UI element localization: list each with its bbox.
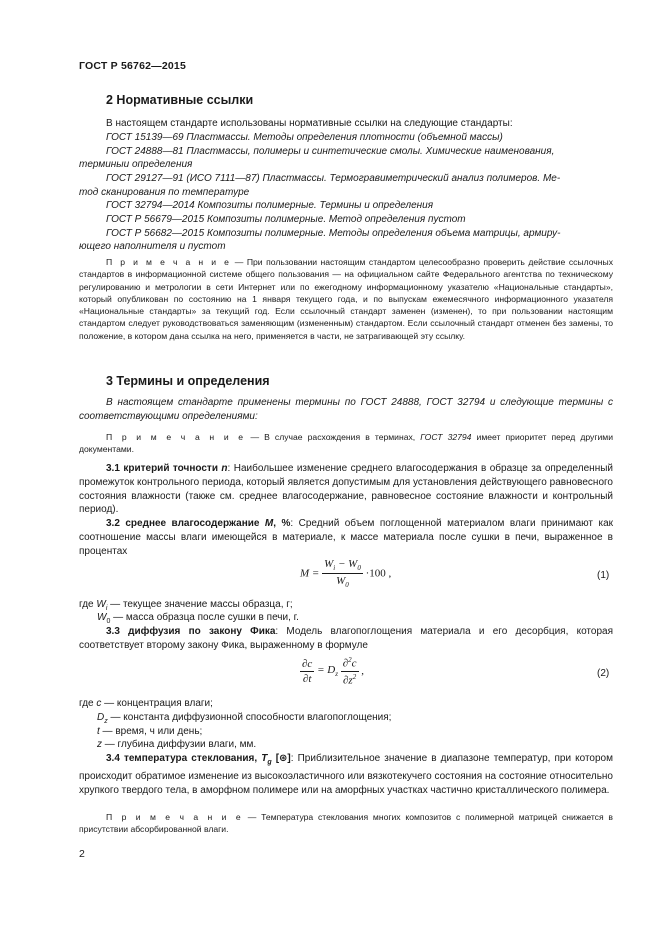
term-3-4	[79, 752, 613, 797]
equation-1-fraction: $\frac{W_i - W_0}{W_0}$	[324, 558, 361, 590]
standard-code: ГОСТ Р 56762—2015	[79, 60, 187, 72]
where-2-z-text: — глубина диффузии влаги, мм.	[102, 739, 257, 750]
term-3-4-symbol: T	[261, 753, 268, 764]
term-3-3-definition: : Модель влагопоглощения материала и его десорбция, которая соответствует второму закону Фика, выраженному в формуле	[79, 626, 613, 651]
where-2-c	[79, 697, 613, 711]
where-2-c-sym: c	[96, 698, 102, 709]
note-label: П р и м е ч а н и е	[106, 257, 232, 267]
where-2-dz-text: — константа диффузионной способности влагопоглощения;	[107, 712, 392, 723]
term-3-4-definition: : Приблизительное значение в диапазоне температур, при котором происходит обратимое изменение из высокоэластичного или вязкотекучего состояния на состояние относительно хрупкого твердого тела, в аморфном полимере или на аморфных участках частично кристаллического полимера.	[79, 753, 613, 796]
ref-gost-15139: ГОСТ 15139—69 Пластмассы. Методы определения плотности (объемной массы)	[106, 132, 503, 143]
term-3-3-title: 3.3 диффузия по закону Фика	[106, 626, 276, 637]
section-2-title: 2 Нормативные ссылки	[106, 93, 254, 107]
term-3-1-definition: : Наибольшее изменение среднего влагосодержания в образце за определенный промежуток контрольного периода, который является допустимым для установления действующего равновесного состояния влажности (также см. среднее влагосодержание, равновесное состояние влажности и контрольный период).	[79, 463, 613, 516]
where-2-z	[97, 738, 631, 752]
note-ref: ГОСТ 32794	[420, 432, 472, 442]
page-number: 2	[79, 848, 85, 860]
section-3-title: 3 Термины и определения	[106, 374, 270, 388]
section-3-intro	[79, 396, 613, 424]
equation-1-number: (1)	[597, 570, 610, 581]
term-3-2-unit: , %	[273, 518, 291, 529]
term-3-2-title: 3.2 среднее влагосодержание	[106, 518, 265, 529]
note-text: — Температура стеклования многих композитов с полимерной матрицей снижается в присутствии абсорбированной влаги.	[79, 812, 613, 835]
where-1-b-sym: W	[97, 612, 107, 623]
ref-gost-24888: ГОСТ 24888—81 Пластмассы, полимеры и синтетические смолы. Химические наименования,	[106, 146, 555, 157]
section-2-intro: В настоящем стандарте использованы нормативные ссылки на следующие стандарты:	[106, 118, 513, 129]
term-3-1-symbol: n	[221, 463, 228, 474]
where-1-a-text: — текущее значение массы образца, г;	[107, 599, 293, 610]
equation-2-number: (2)	[597, 668, 610, 679]
section-3-note-2	[79, 811, 613, 836]
where-prefix: где	[79, 698, 97, 709]
term-3-2	[79, 517, 613, 558]
where-2-t	[97, 725, 631, 739]
where-2-dz-sub: z	[104, 718, 108, 725]
term-3-2-definition: : Средний объем поглощенной материалом влаги принимают как соотношение массы влаги имеющейся в материале, к массе материала после сушки в печи, выраженное в процентах	[79, 518, 614, 557]
where-1-b-text: — масса образца после сушки в печи, г.	[110, 612, 299, 623]
section-3-intro-text: В настоящем стандарте применены термины по ГОСТ 24888, ГОСТ 32794 и следующие термины с соответствующими определениями:	[79, 397, 613, 422]
section-2-note	[79, 256, 613, 342]
note-label: П р и м е ч а н и е	[106, 432, 246, 442]
where-1-a: где $W_i$ — текущее значение массы образца, г;	[79, 599, 293, 612]
ref-gost-29127-cont: тод сканирования по температуре	[79, 187, 250, 198]
section-3-note-1	[79, 431, 613, 456]
note-text: — При пользовании настоящим стандартом целесообразно проверить действие ссылочных стандартов в информационной системе общего пользования — на официальном сайте Федерального агентства по техническому регулированию и метрологии в сети Интернет или по ежегодному информационному указателю «Национальные стандарты», который опубликован по состоянию на 1 января текущего года, и по выпускам ежемесячного информационного указателя «Национальные стандарты» за текущий год. Если ссылочный стандарт заменен (изменен), то при пользовании настоящим стандартом следует руководствоваться заменяющим (измененным) стандартом. Если ссылочный стандарт отменен без замены, то положение, в котором дана ссылка на него, применяется в части, не затрагивающей эту ссылку.	[79, 257, 613, 341]
where-2-c-text: — концентрация влаги;	[101, 698, 213, 709]
where-1-a-sub: i	[105, 605, 108, 612]
note-label: П р и м е ч а н и е	[106, 812, 243, 822]
where-1-b-sub: 0	[106, 618, 111, 625]
note-text: имеет приоритет перед другими документами.	[79, 432, 613, 455]
ref-gost-r-56679: ГОСТ Р 56679—2015 Композиты полимерные. Метод определения пустот	[106, 214, 466, 225]
note-text: — В случае расхождения в терминах,	[245, 432, 421, 442]
where-2-t-text: — время, ч или день;	[99, 726, 203, 737]
ref-gost-r-56682-cont: ющего наполнителя и пустот	[79, 241, 226, 252]
where-2-z-sym: z	[97, 739, 102, 750]
ref-gost-29127: ГОСТ 29127—91 (ИСО 7111—87) Пластмассы. Термогравиметрический анализ полимеров. Ме-	[106, 173, 561, 184]
term-3-2-symbol: M	[264, 518, 274, 529]
ref-gost-24888-cont: терминыи определения	[79, 159, 193, 170]
term-3-4-unit: [⊛]	[271, 753, 291, 764]
where-2-t-sym: t	[97, 726, 100, 737]
equation-2: $\frac{\partial c}{\partial t}$ = $D_z$ $\frac{\partial^2c}{\partial z^2}$ ,	[302, 656, 365, 687]
term-3-1	[79, 462, 613, 517]
where-2-dz-sym: D	[97, 712, 105, 723]
term-3-3	[79, 625, 613, 653]
term-3-4-title: 3.4 температура стеклования,	[106, 753, 262, 764]
ref-gost-32794: ГОСТ 32794—2014 Композиты полимерные. Термины и определения	[106, 200, 434, 211]
term-3-4-sub: g	[267, 759, 272, 766]
equation-1: M = $\frac{W_i - W_0}{W_0}$ ·100 ,	[300, 558, 392, 590]
term-3-1-title: 3.1 критерий точности	[106, 463, 222, 474]
ref-gost-r-56682: ГОСТ Р 56682—2015 Композиты полимерные. Методы определения объема матрицы, армиру-	[106, 228, 561, 239]
